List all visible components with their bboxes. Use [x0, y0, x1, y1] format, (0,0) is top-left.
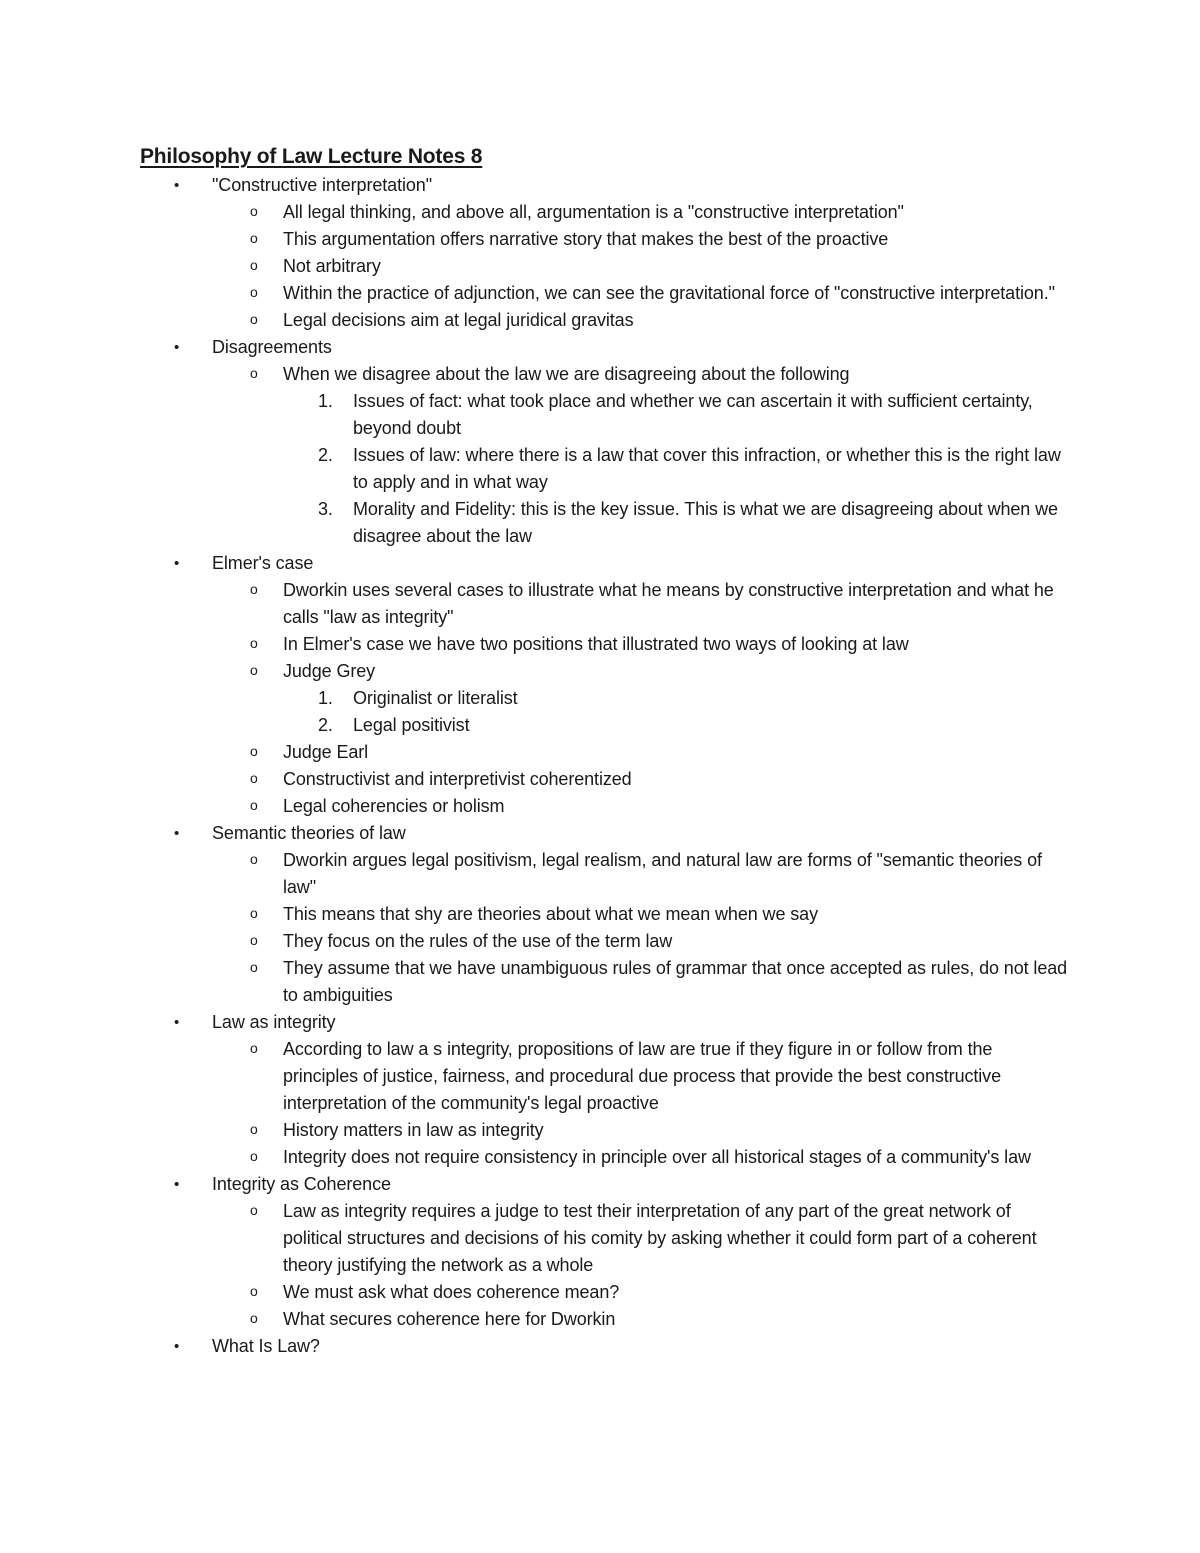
list-number: 1.: [318, 391, 333, 411]
list-item-text: All legal thinking, and above all, argumentation is a "constructive interpretation": [283, 202, 904, 222]
list-item-text: Dworkin argues legal positivism, legal realism, and natural law are forms of "semantic theories of law": [283, 850, 1042, 897]
list-item-text: Legal coherencies or holism: [283, 796, 505, 816]
section-heading: [0, 820, 1062, 847]
list-item: [0, 253, 1068, 280]
list-item: [0, 1306, 1068, 1333]
list-number: 3.: [318, 499, 333, 519]
list-number: 1.: [318, 688, 333, 708]
list-item: [0, 577, 1068, 631]
bullet-icon: •: [174, 1014, 180, 1031]
sub-bullet-icon: o: [250, 230, 258, 246]
list-item-text: When we disagree about the law we are disagreeing about the following: [283, 364, 850, 384]
sub-bullet-icon: o: [250, 851, 258, 867]
sub-bullet-icon: o: [250, 1202, 258, 1218]
notes-outline: [0, 172, 1200, 1360]
list-item: [0, 280, 1068, 307]
list-item-text: Not arbitrary: [283, 256, 381, 276]
section-heading: [0, 172, 1062, 199]
list-item: [0, 739, 1068, 766]
list-item: [0, 1198, 1068, 1279]
sub-bullet-icon: o: [250, 662, 258, 678]
list-number: 2.: [318, 715, 333, 735]
sub-bullet-icon: o: [250, 959, 258, 975]
list-number: 2.: [318, 445, 333, 465]
bullet-icon: •: [174, 339, 180, 356]
sub-bullet-icon: o: [250, 284, 258, 300]
sub-bullet-icon: o: [250, 365, 258, 381]
list-item: [0, 766, 1068, 793]
list-item: [0, 928, 1068, 955]
section-heading: [0, 1333, 1062, 1360]
section-heading-text: "Constructive interpretation": [212, 175, 432, 195]
section-heading: [0, 550, 1062, 577]
section-heading-text: Semantic theories of law: [212, 823, 406, 843]
numbered-item-text: Legal positivist: [353, 715, 470, 735]
bullet-icon: •: [174, 825, 180, 842]
numbered-item: [0, 496, 1068, 550]
list-item-text: They assume that we have unambiguous rules of grammar that once accepted as rules, do not lead to ambiguities: [283, 958, 1068, 1005]
bullet-icon: •: [174, 1338, 180, 1355]
sub-bullet-icon: o: [250, 1283, 258, 1299]
list-item-text: Integrity does not require consistency in principle over all historical stages of a community's law: [283, 1147, 1031, 1167]
section-heading-text: Integrity as Coherence: [212, 1174, 391, 1194]
numbered-item: [0, 388, 1068, 442]
list-item-text: Judge Earl: [283, 742, 369, 762]
list-item-text: This argumentation offers narrative story that makes the best of the proactive: [283, 229, 889, 249]
bullet-icon: •: [174, 555, 180, 572]
section-heading: [0, 1009, 1062, 1036]
list-item: [0, 901, 1068, 928]
list-item-text: What secures coherence here for Dworkin: [283, 1309, 616, 1329]
numbered-item: [0, 685, 1068, 712]
list-item: [0, 226, 1068, 253]
sub-bullet-icon: o: [250, 797, 258, 813]
sub-bullet-icon: o: [250, 635, 258, 651]
section-heading: [0, 334, 1062, 361]
list-item-text: History matters in law as integrity: [283, 1120, 544, 1140]
sub-bullet-icon: o: [250, 1121, 258, 1137]
numbered-item: [0, 442, 1068, 496]
list-item: [0, 361, 1068, 388]
sub-bullet-icon: o: [250, 905, 258, 921]
numbered-item: [0, 712, 1068, 739]
list-item: [0, 631, 1068, 658]
list-item-text: Dworkin uses several cases to illustrate what he means by constructive interpretation and what he calls "law as integrity": [283, 580, 1054, 627]
numbered-item-text: Morality and Fidelity: this is the key issue. This is what we are disagreeing about when we disagree about the law: [353, 499, 1058, 546]
list-item: [0, 1117, 1068, 1144]
list-item: [0, 199, 1068, 226]
section-heading: [0, 1171, 1062, 1198]
list-item-text: We must ask what does coherence mean?: [283, 1282, 620, 1302]
list-item: [0, 847, 1068, 901]
sub-bullet-icon: o: [250, 1040, 258, 1056]
section-heading-text: Elmer's case: [212, 553, 314, 573]
sub-bullet-icon: o: [250, 311, 258, 327]
list-item-text: In Elmer's case we have two positions that illustrated two ways of looking at law: [283, 634, 909, 654]
sub-bullet-icon: o: [250, 743, 258, 759]
list-item: [0, 658, 1068, 685]
sub-bullet-icon: o: [250, 1148, 258, 1164]
list-item-text: They focus on the rules of the use of the term law: [283, 931, 673, 951]
numbered-item-text: Issues of fact: what took place and whether we can ascertain it with sufficient certainty, beyond doubt: [353, 391, 1033, 438]
list-item: [0, 1036, 1068, 1117]
sub-bullet-icon: o: [250, 257, 258, 273]
sub-bullet-icon: o: [250, 1310, 258, 1326]
list-item-text: Legal decisions aim at legal juridical gravitas: [283, 310, 634, 330]
list-item-text: Within the practice of adjunction, we can see the gravitational force of "constructive interpretation.": [283, 283, 1055, 303]
list-item-text: This means that shy are theories about what we mean when we say: [283, 904, 818, 924]
page-title: Philosophy of Law Lecture Notes 8: [140, 145, 483, 168]
list-item: [0, 1144, 1068, 1171]
bullet-icon: •: [174, 1176, 180, 1193]
sub-bullet-icon: o: [250, 203, 258, 219]
numbered-item-text: Originalist or literalist: [353, 688, 518, 708]
section-heading-text: Law as integrity: [212, 1012, 336, 1032]
list-item: [0, 793, 1068, 820]
list-item-text: Judge Grey: [283, 661, 376, 681]
sub-bullet-icon: o: [250, 770, 258, 786]
numbered-item-text: Issues of law: where there is a law that cover this infraction, or whether this is the right law to apply and in what way: [353, 445, 1061, 492]
section-heading-text: What Is Law?: [212, 1336, 320, 1356]
bullet-icon: •: [174, 177, 180, 194]
list-item: [0, 1279, 1068, 1306]
list-item-text: Law as integrity requires a judge to test their interpretation of any part of the great network of political structures and decisions of his comity by asking whether it could form part of a coherent theory justifying the network as a whole: [283, 1201, 1037, 1275]
list-item: [0, 307, 1068, 334]
list-item-text: According to law a s integrity, propositions of law are true if they figure in or follow from the principles of justice, fairness, and procedural due process that provide the best constructive interpretation of the community's legal proactive: [283, 1039, 1001, 1113]
section-heading-text: Disagreements: [212, 337, 332, 357]
sub-bullet-icon: o: [250, 581, 258, 597]
sub-bullet-icon: o: [250, 932, 258, 948]
list-item: [0, 955, 1068, 1009]
list-item-text: Constructivist and interpretivist coherentized: [283, 769, 632, 789]
